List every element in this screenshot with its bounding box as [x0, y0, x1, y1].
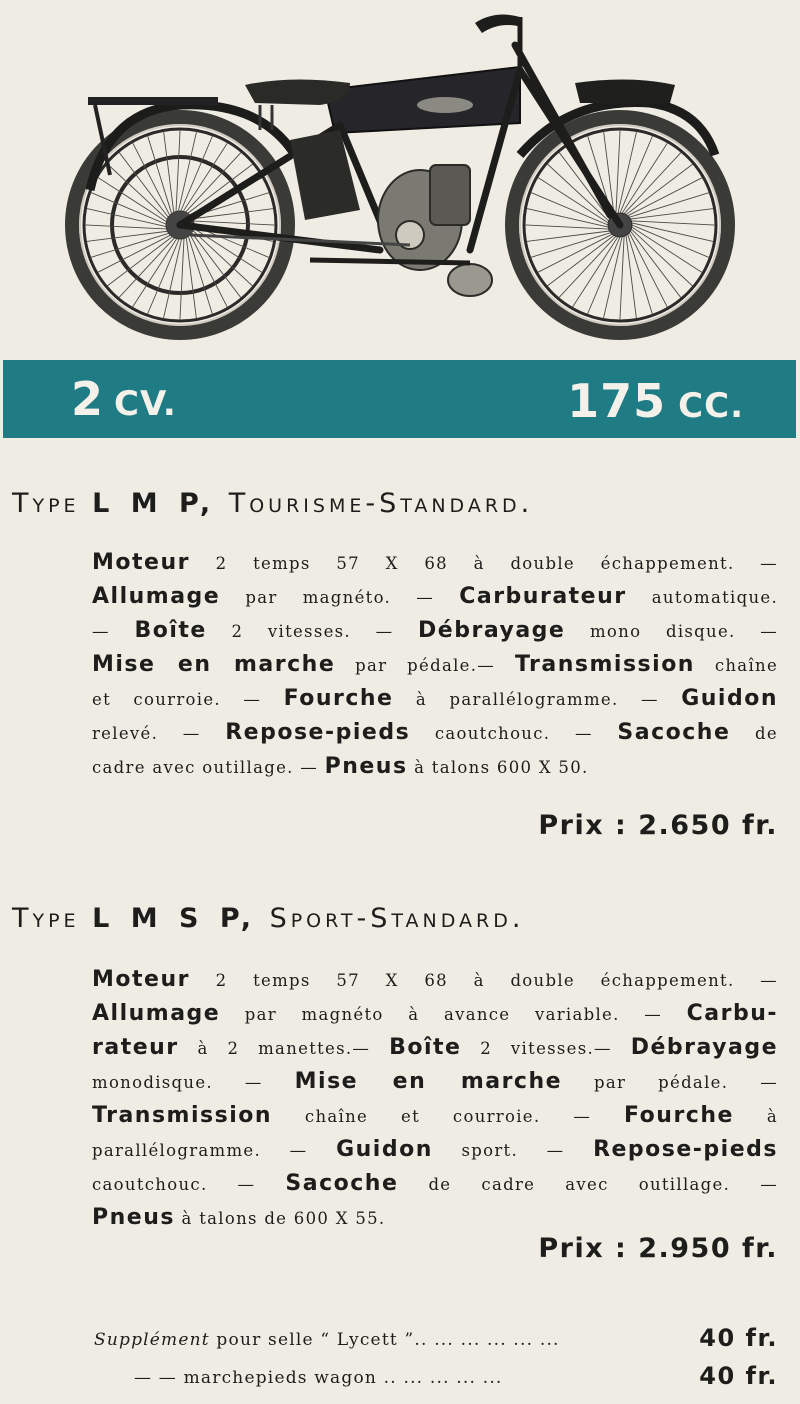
spoke	[531, 233, 611, 258]
spoke	[616, 130, 620, 214]
spoke	[85, 225, 169, 229]
spec-text: à parallélogramme. —	[393, 690, 682, 709]
spec-text: 2 temps 57 X 68 à double échappement. —	[189, 554, 778, 573]
motorcycle-illustration	[50, 5, 745, 345]
spec-text: à 2 manettes.—	[178, 1039, 390, 1058]
supplement-row: Supplément pour selle “ Lycett ”.. ... ... ... ... ... 40 fr.	[94, 1324, 778, 1352]
spec-text: —	[92, 622, 135, 641]
spec-text: de	[730, 724, 778, 743]
spec-text: 2 temps 57 X 68 à double échappement. —	[189, 971, 778, 990]
spoke	[180, 236, 184, 320]
spec-text: sport. —	[432, 1141, 594, 1160]
spec-text: caoutchouc. —	[92, 1175, 286, 1194]
spec-term: Débrayage	[630, 1035, 778, 1060]
spec-line	[92, 546, 778, 580]
supplement-amount: 40 fr.	[699, 1362, 778, 1390]
spec-term: Moteur	[92, 550, 190, 575]
spec-line	[92, 580, 778, 614]
spec-term: Repose-pieds	[225, 720, 411, 745]
spec-term: Moteur	[92, 967, 190, 992]
spoke	[188, 234, 213, 314]
spec-line	[92, 682, 778, 716]
spec-text: parallélogramme. —	[92, 1141, 337, 1160]
spec-text: chaîne	[694, 656, 779, 675]
spec-term: Allumage	[92, 1001, 221, 1026]
spec-term: Transmission	[92, 1103, 273, 1128]
spec-term: Guidon	[336, 1137, 433, 1162]
spoke	[629, 193, 709, 218]
spec-line	[92, 648, 778, 682]
spoke	[620, 236, 624, 320]
spec-term: Pneus	[324, 754, 408, 779]
spec-text: de cadre avec outillage. —	[398, 1175, 778, 1194]
spoke	[630, 231, 681, 298]
spoke	[603, 237, 622, 319]
spoke	[630, 209, 713, 219]
spoke	[526, 231, 609, 241]
spec-term: Sacoche	[617, 720, 731, 745]
spec-line	[92, 1031, 778, 1065]
spoke	[526, 208, 608, 227]
power-label: 2 CV.	[71, 372, 177, 426]
spec-text: par magnéto. —	[220, 588, 460, 607]
spec-line	[92, 963, 778, 997]
spec-text: mono disque. —	[565, 622, 778, 641]
spec-text: par pédale. —	[562, 1073, 779, 1092]
spoke	[618, 131, 637, 213]
spec-term: Allumage	[92, 584, 221, 609]
spec-term: Carbu-	[686, 1001, 778, 1026]
spoke	[631, 221, 715, 225]
price-lmp: Prix : 2.650 fr.	[538, 810, 778, 841]
spec-term: Carburateur	[459, 584, 627, 609]
spoke	[547, 235, 614, 286]
spec-line	[92, 750, 778, 784]
spoke	[164, 131, 174, 214]
displacement-label: 175 CC.	[567, 374, 744, 428]
supplement-row: — — marchepieds wagon .. ... ... ... ... 40 fr.	[134, 1362, 778, 1390]
spec-term: Repose-pieds	[593, 1137, 778, 1162]
spoke	[189, 233, 227, 308]
spec-term: Pneus	[92, 1205, 175, 1230]
spec-term: Boîte	[389, 1035, 462, 1060]
spoke	[626, 164, 693, 215]
spec-term: Fourche	[283, 686, 394, 711]
spec-line	[92, 1133, 778, 1167]
spoke	[133, 143, 171, 218]
spoke	[91, 233, 171, 258]
spec-term: Débrayage	[418, 618, 566, 643]
spec-text: cadre avec outillage. —	[92, 758, 325, 777]
spoke	[86, 208, 168, 227]
spoke	[628, 234, 653, 314]
spoke	[632, 223, 714, 242]
spec-line	[92, 1167, 778, 1201]
supplement-amount: 40 fr.	[699, 1324, 778, 1352]
spoke	[148, 136, 173, 216]
spec-line	[92, 614, 778, 648]
spoke	[178, 131, 197, 213]
spec-line	[92, 716, 778, 750]
spec-term: Fourche	[624, 1103, 734, 1128]
section-title-lmsp: Type L M S P, Sport-Standard.	[12, 903, 525, 934]
spec-line	[92, 1065, 778, 1099]
spoke	[98, 234, 173, 272]
spec-term: Mise en marche	[294, 1069, 563, 1094]
spec-text: relevé. —	[92, 724, 226, 743]
section-title-lmp: Type L M P, Tourisme-Standard.	[12, 488, 534, 519]
spoke	[628, 178, 703, 216]
spec-paragraph-lmsp	[92, 963, 778, 1235]
spoke	[626, 235, 636, 318]
spoke	[86, 231, 169, 241]
spec-paragraph-lmp	[92, 546, 778, 784]
spec-text: caoutchouc. —	[410, 724, 618, 743]
spec-text: à talons 600 X 50.	[407, 758, 589, 777]
price-lmsp: Prix : 2.950 fr.	[538, 1233, 778, 1264]
spec-term: Transmission	[514, 652, 695, 677]
spec-text: 2 vitesses. —	[206, 622, 419, 641]
spec-text: par pédale.—	[335, 656, 515, 675]
spec-term: rateur	[92, 1035, 179, 1060]
spoke	[163, 237, 182, 319]
spec-text: chaîne et courroie. —	[272, 1107, 625, 1126]
spec-line	[92, 997, 778, 1031]
spec-text: monodisque. —	[92, 1073, 295, 1092]
banner	[3, 360, 796, 438]
spec-text: à talons de 600 X 55.	[174, 1209, 386, 1228]
spec-line	[92, 1201, 778, 1235]
spoke	[186, 235, 196, 318]
spec-term: Mise en marche	[92, 652, 336, 677]
spoke	[629, 233, 667, 308]
spec-text: par magnéto à avance variable. —	[220, 1005, 687, 1024]
spec-term: Sacoche	[285, 1171, 399, 1196]
spoke	[525, 225, 609, 229]
spoke	[538, 234, 613, 272]
spec-term: Boîte	[134, 618, 207, 643]
spec-text: automatique.	[626, 588, 779, 607]
spoke	[176, 130, 180, 214]
spec-term: Guidon	[681, 686, 778, 711]
spec-line	[92, 1099, 778, 1133]
spec-text: 2 vitesses.—	[461, 1039, 631, 1058]
spec-text: et courroie. —	[92, 690, 284, 709]
spec-text: à	[733, 1107, 778, 1126]
